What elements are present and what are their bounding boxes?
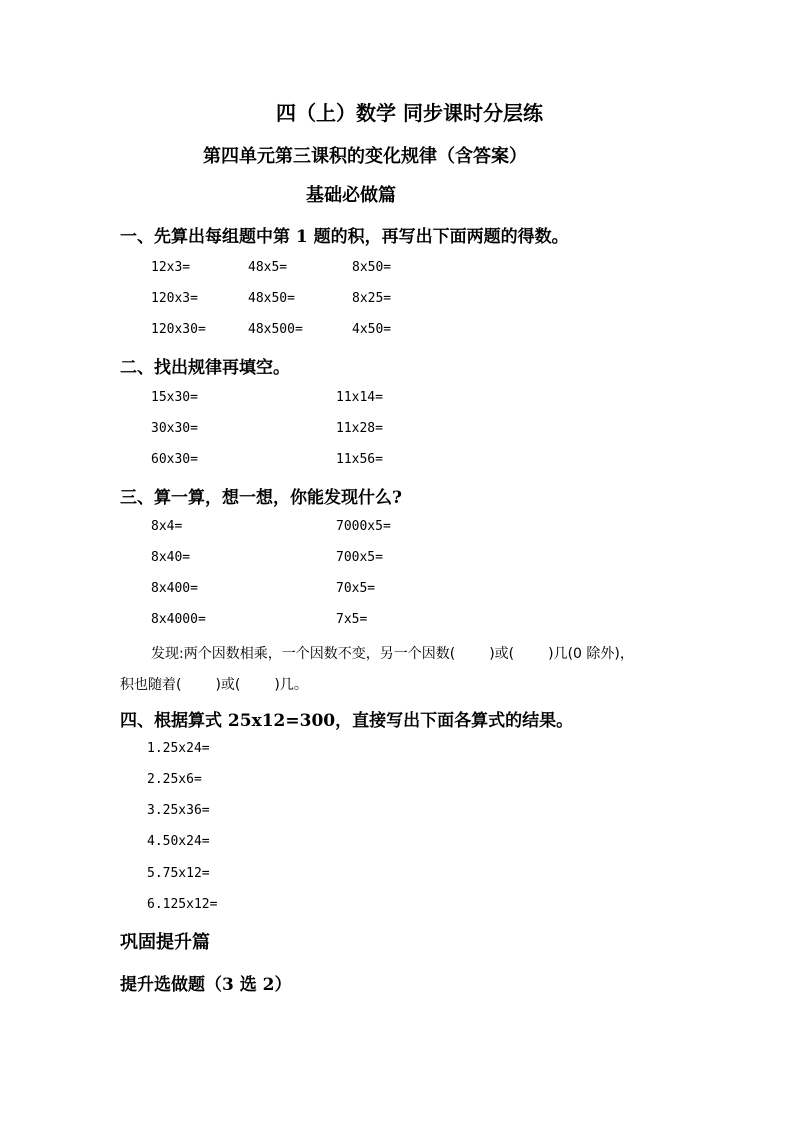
discovery-text: 积也随着( — [120, 677, 182, 693]
exercise: 30x30= — [151, 421, 198, 436]
exercise: 2.25x6= — [147, 772, 202, 787]
exercise: 8x50= — [352, 260, 392, 275]
exercise: 4.50x24= — [147, 834, 210, 849]
exercise: 11x14= — [336, 390, 383, 405]
exercise: 60x30= — [151, 452, 198, 467]
exercise: 70x5= — [336, 581, 376, 596]
exercise: 1.25x24= — [147, 741, 210, 756]
exercise: 8x4= — [151, 519, 183, 534]
exercise: 120x3= — [151, 291, 198, 306]
exercise: 11x28= — [336, 421, 383, 436]
exercise: 48x500= — [248, 322, 303, 337]
discovery-text: )几。 — [274, 677, 308, 693]
discovery-text: 发现:两个因数相乘，一个因数不变，另一个因数( — [151, 646, 456, 662]
exercise: 3.25x36= — [147, 803, 210, 818]
discovery-line-2 — [120, 674, 308, 694]
exercise: 48x50= — [248, 291, 295, 306]
exercise: 8x400= — [151, 581, 198, 596]
section-1-heading: 一、先算出每组题中第 1 题的积，再写出下面两题的得数。 — [120, 227, 569, 247]
exercise: 8x40= — [151, 550, 191, 565]
advanced-subheading: 提升选做题（3 选 2） — [120, 975, 292, 995]
exercise: 11x56= — [336, 452, 383, 467]
discovery-text: )或( — [215, 677, 241, 693]
discovery-text: )几(0 除外)， — [548, 646, 634, 662]
part-advanced-heading: 巩固提升篇 — [120, 932, 210, 953]
exercise: 7x5= — [336, 612, 368, 627]
exercise: 8x4000= — [151, 612, 206, 627]
exercise: 15x30= — [151, 390, 198, 405]
section-2-heading: 二、找出规律再填空。 — [120, 358, 290, 378]
exercise: 8x25= — [352, 291, 392, 306]
exercise: 48x5= — [248, 260, 288, 275]
discovery-line-1 — [151, 643, 634, 663]
doc-title: 四（上）数学 同步课时分层练 — [276, 101, 543, 125]
exercise: 12x3= — [151, 260, 191, 275]
part-basic-heading: 基础必做篇 — [306, 185, 396, 206]
exercise: 120x30= — [151, 322, 206, 337]
exercise: 4x50= — [352, 322, 392, 337]
exercise: 6.125x12= — [147, 897, 218, 912]
section-3-heading: 三、算一算，想一想，你能发现什么? — [120, 488, 402, 508]
section-4-heading: 四、根据算式 25x12=300，直接写出下面各算式的结果。 — [120, 711, 574, 731]
exercise: 7000x5= — [336, 519, 391, 534]
discovery-text: )或( — [489, 646, 515, 662]
exercise: 5.75x12= — [147, 866, 210, 881]
exercise: 700x5= — [336, 550, 383, 565]
doc-subtitle: 第四单元第三课积的变化规律（含答案） — [203, 146, 527, 167]
